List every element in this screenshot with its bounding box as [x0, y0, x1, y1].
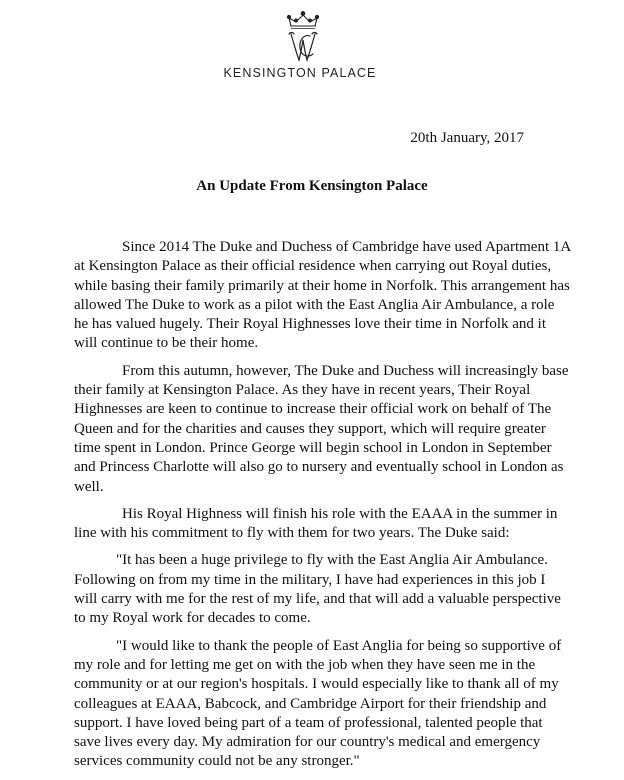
document-date: 20th January, 2017 [410, 130, 524, 146]
document-body [74, 238, 572, 780]
quote-paragraph: "I would like to thank the people of East Anglia for being so supportive of my role and for letting me get on with the job when they have seen me in the community or at our region's hospitals. I would especially like to thank all of my colleagues at EAAA, Babcock, and Cambridge Airport for their friendship and support. I have loved being part of a team of professional, talented people that save lives every day. My admiration for our country's medical and emergency services community could not be any stronger." [74, 637, 562, 770]
crown-monogram-icon [272, 10, 334, 66]
paragraph: Since 2014 The Duke and Duchess of Cambridge have used Apartment 1A at Kensington Palace as their official residence when carrying out Royal duties, while basing their family primarily at their home in Norfolk. This arrangement has allowed The Duke to work as a pilot with the East Anglia Air Ambulance, a role he has valued hugely. Their Royal Highnesses love their time in Norfolk and it will continue to be their home. [74, 239, 571, 352]
paragraph: From this autumn, however, The Duke and Duchess will increasingly base their family at Kensington Palace. As they have in recent years, Their Royal Highnesses are keen to continue to increase their official work on behalf of The Queen and for the charities and causes they support, which will require greater time spent in London. Prince George will begin school in London in September and Princess Charlotte will also go to nursery and eventually school in London as well. [74, 362, 569, 495]
document-title: An Update From Kensington Palace [196, 178, 428, 194]
org-name: KENSINGTON PALACE [223, 66, 377, 80]
quote-paragraph: "It has been a huge privilege to fly with the East Anglia Air Ambulance. Following on from my time in the military, I have had experiences in this job I will carry with me for the rest of my life, and that will add a valuable perspective to my Royal work for decades to come. [74, 552, 561, 627]
paragraph: His Royal Highness will finish his role with the EAAA in the summer in line with his commitment to fly with them for two years. The Duke said: [74, 505, 558, 542]
